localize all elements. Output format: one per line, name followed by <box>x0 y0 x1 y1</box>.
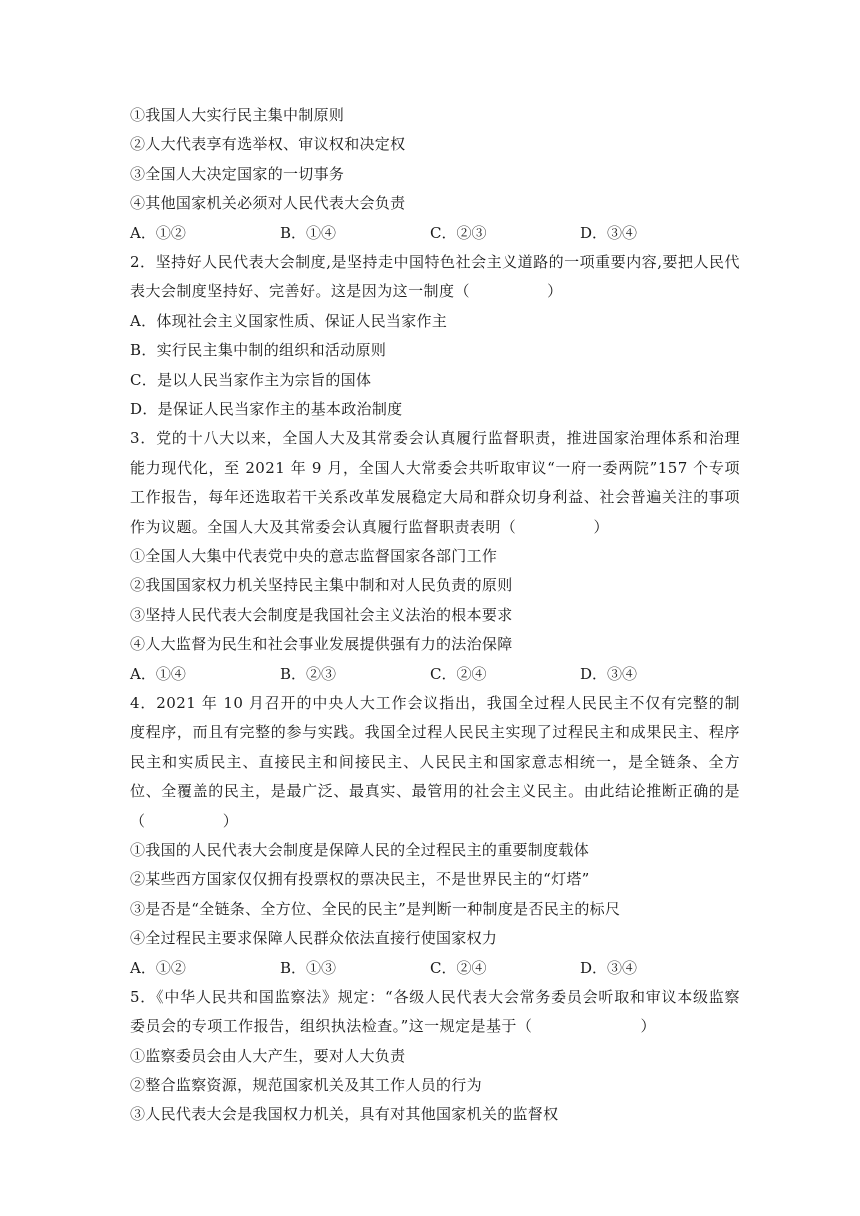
question-5 <box>130 983 740 1130</box>
choice-b: B．实行民主集中制的组织和活动原则 <box>130 341 387 360</box>
statement-3: ③是否是“全链条、全方位、全民的民主”是判断一种制度是否民主的标尺 <box>130 899 621 918</box>
exam-page <box>130 101 740 1130</box>
answer-options <box>130 954 740 983</box>
statement-1: ①监察委员会由人大产生，要对人大负责 <box>130 1046 406 1065</box>
question-stem: 5．《中华人民共和国监察法》规定：“各级人民代表大会常务委员会听取和审议本级监察委员会的专项工作报告，组织执法检查。”这一规定是基于（ ） <box>130 987 740 1036</box>
option-b: B．②③ <box>280 664 337 683</box>
option-a: A．①② <box>130 958 186 977</box>
choice-d: D．是保证人民当家作主的基本政治制度 <box>130 399 403 418</box>
statement-4: ④全过程民主要求保障人民群众依法直接行使国家权力 <box>130 929 498 948</box>
statement-1: ①我国的人民代表大会制度是保障人民的全过程民主的重要制度载体 <box>130 840 590 859</box>
question-4 <box>130 689 740 983</box>
question-3 <box>130 424 740 689</box>
question-stem: 4．2021 年 10 月召开的中央人大工作会议指出，我国全过程人民民主不仅有完整的制度程序，而且有完整的参与实践。我国全过程人民民主实现了过程民主和成果民主、程序民主和实质民主、直接民主和间接民主、人民民主和国家意志相统一，是全链条、全方位、全覆盖的民主，是最广泛、最真实、最管用的社会主义民主。由此结论推断正确的是（ ） <box>130 693 740 830</box>
option-d: D．③④ <box>580 223 638 242</box>
option-a: A．①② <box>130 223 186 242</box>
question-stem: 3．党的十八大以来，全国人大及其常委会认真履行监督职责，推进国家治理体系和治理能力现代化，至 2021 年 9 月，全国人大常委会共听取审议“一府一委两院”157 个专项工作报告，每年还选取若干关系改革发展稳定大局和群众切身利益、社会普遍关注的事项作为议题。全国人大及其常委会认真履行监督职责表明（ ） <box>130 429 740 536</box>
option-b: B．①④ <box>280 223 337 242</box>
statement-4: ④人大监督为民生和社会事业发展提供强有力的法治保障 <box>130 635 513 654</box>
statement-3: ③坚持人民代表大会制度是我国社会主义法治的根本要求 <box>130 605 513 624</box>
answer-options <box>130 660 740 689</box>
statement-2: ②整合监察资源，规范国家机关及其工作人员的行为 <box>130 1076 482 1095</box>
choice-c: C．是以人民当家作主为宗旨的国体 <box>130 370 372 389</box>
statement-2: ②人大代表享有选举权、审议权和决定权 <box>130 135 406 154</box>
option-a: A．①④ <box>130 664 186 683</box>
statement-3: ③全国人大决定国家的一切事务 <box>130 164 345 183</box>
choice-a: A．体现社会主义国家性质、保证人民当家作主 <box>130 311 448 330</box>
answer-options <box>130 219 740 248</box>
statement-4: ④其他国家机关必须对人民代表大会负责 <box>130 194 406 213</box>
statement-2: ②某些西方国家仅仅拥有投票权的票决民主，不是世界民主的“灯塔” <box>130 870 590 889</box>
option-b: B．①③ <box>280 958 337 977</box>
statement-1: ①我国人大实行民主集中制原则 <box>130 106 345 124</box>
question-stem: 2．坚持好人民代表大会制度,是坚持走中国特色社会主义道路的一项重要内容,要把人民代表大会制度坚持好、完善好。这是因为这一制度（ ） <box>130 252 740 301</box>
option-c: C．②④ <box>430 664 487 683</box>
statement-2: ②我国国家权力机关坚持民主集中制和对人民负责的原则 <box>130 576 513 595</box>
option-c: C．②③ <box>430 223 487 242</box>
option-d: D．③④ <box>580 958 638 977</box>
question-1-continued <box>130 101 740 248</box>
option-c: C．②④ <box>430 958 487 977</box>
statement-3: ③人民代表大会是我国权力机关，具有对其他国家机关的监督权 <box>130 1105 559 1124</box>
question-2 <box>130 248 740 424</box>
option-d: D．③④ <box>580 664 638 683</box>
statement-1: ①全国人大集中代表党中央的意志监督国家各部门工作 <box>130 546 498 565</box>
